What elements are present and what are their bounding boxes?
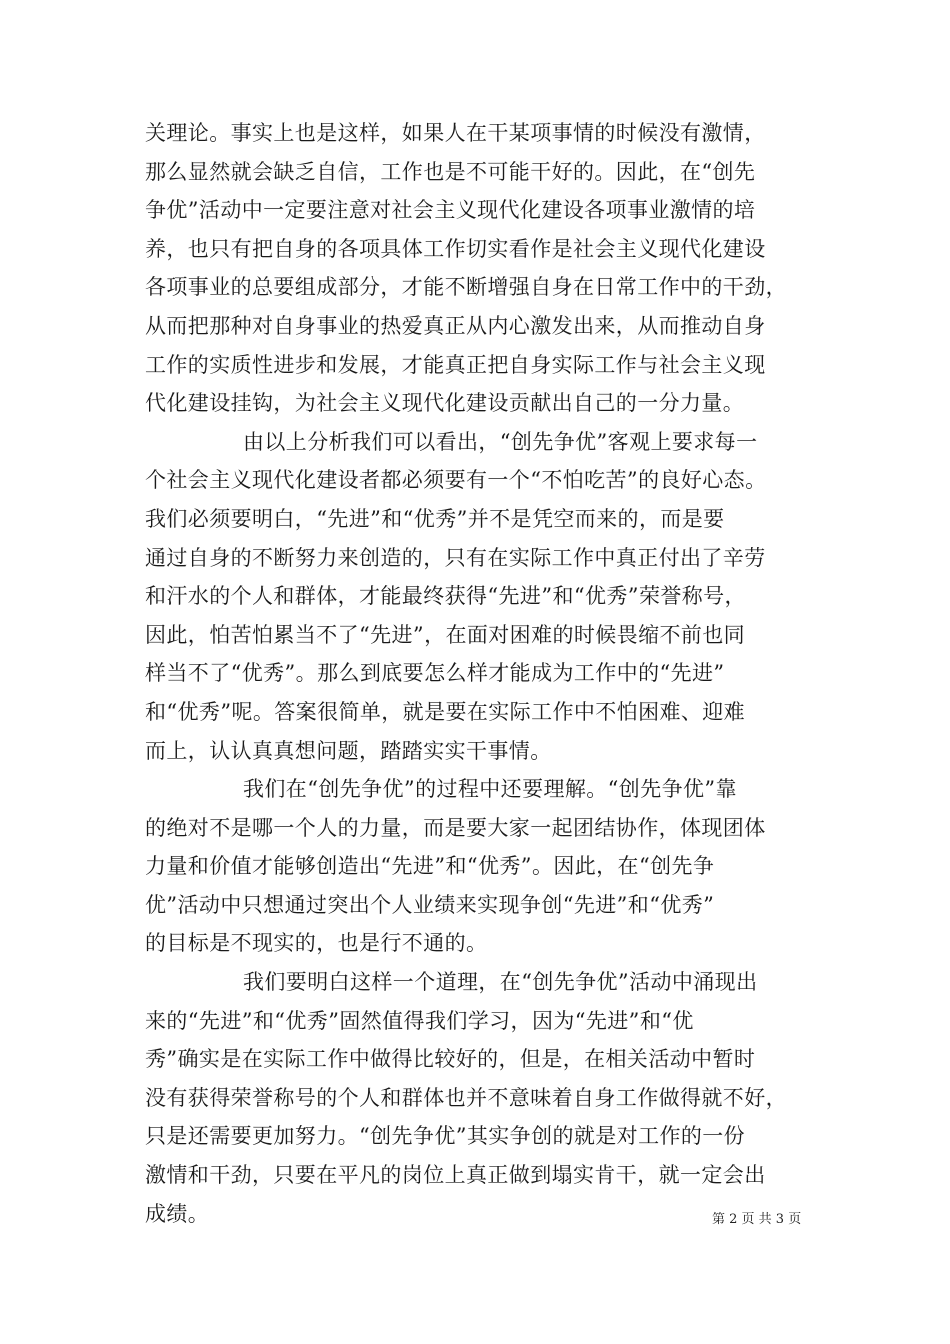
text-line: 代化建设挂钩，为社会主义现代化建设贡献出自己的一分力量。 xyxy=(145,391,745,416)
text-line: 个社会主义现代化建设者都必须要有一个“不怕吃苦”的良好心态。 xyxy=(145,468,767,493)
page-number: 第 2 页 共 3 页 xyxy=(712,1212,802,1227)
text-line: 和“优秀”呢。答案很简单，就是要在实际工作中不怕困难、迎难 xyxy=(145,699,746,724)
text-line: 因此，怕苦怕累当不了“先进”，在面对困难的时候畏缩不前也同 xyxy=(145,622,746,647)
text-line: 激情和干劲，只要在平凡的岗位上真正做到塌实肯干，就一定会出 xyxy=(145,1163,766,1188)
text-line: 养，也只有把自身的各项具体工作切实看作是社会主义现代化建设 xyxy=(145,236,766,261)
text-line: 而上，认认真真想问题，踏踏实实干事情。 xyxy=(145,738,552,763)
text-line: 秀”确实是在实际工作中做得比较好的，但是，在相关活动中暂时 xyxy=(145,1047,756,1072)
text-line: 的目标是不现实的，也是行不通的。 xyxy=(145,931,488,956)
text-line: 从而把那种对自身事业的热爱真正从内心激发出来，从而推动自身 xyxy=(145,313,766,338)
text-line: 力量和价值才能够创造出“先进”和“优秀”。因此，在“创先争 xyxy=(145,854,715,879)
text-line: 样当不了“优秀”。那么到底要怎么样才能成为工作中的“先进” xyxy=(145,661,725,686)
text-line: 没有获得荣誉称号的个人和群体也并不意味着自身工作做得就不好， xyxy=(145,1085,787,1110)
text-line: 工作的实质性进步和发展，才能真正把自身实际工作与社会主义现 xyxy=(145,352,766,377)
text-line: 和汗水的个人和群体，才能最终获得“先进”和“优秀”荣誉称号， xyxy=(145,584,746,609)
text-line: 来的“先进”和“优秀”固然值得我们学习，因为“先进”和“优 xyxy=(145,1008,694,1033)
text-line: 成绩。 xyxy=(145,1201,210,1226)
paragraph-first-line: 我们要明白这样一个道理，在“创先争优”活动中涌现出 xyxy=(243,970,758,995)
text-line: 关理论。事实上也是这样，如果人在干某项事情的时候没有激情， xyxy=(145,121,766,145)
text-line: 那么显然就会缺乏自信，工作也是不可能干好的。因此，在“创先 xyxy=(145,159,756,184)
paragraph-first-line: 我们在“创先争优”的过程中还要理解。“创先争优”靠 xyxy=(243,777,737,802)
text-line: 的绝对不是哪一个人的力量，而是要大家一起团结协作，体现团体 xyxy=(145,815,766,840)
text-line: 我们必须要明白，“先进”和“优秀”并不是凭空而来的，而是要 xyxy=(145,506,725,531)
paragraph-first-line: 由以上分析我们可以看出，“创先争优”客观上要求每一 xyxy=(243,429,758,454)
text-line: 通过自身的不断努力来创造的，只有在实际工作中真正付出了辛劳 xyxy=(145,545,766,570)
text-line: 各项事业的总要组成部分，才能不断增强自身在日常工作中的干劲， xyxy=(145,275,787,300)
text-line: 优”活动中只想通过突出个人业绩来实现争创“先进”和“优秀” xyxy=(145,892,715,917)
text-line: 争优”活动中一定要注意对社会主义现代化建设各项事业激情的培 xyxy=(145,198,756,223)
text-line: 只是还需要更加努力。“创先争优”其实争创的就是对工作的一份 xyxy=(145,1124,746,1149)
body-text xyxy=(145,114,811,1233)
